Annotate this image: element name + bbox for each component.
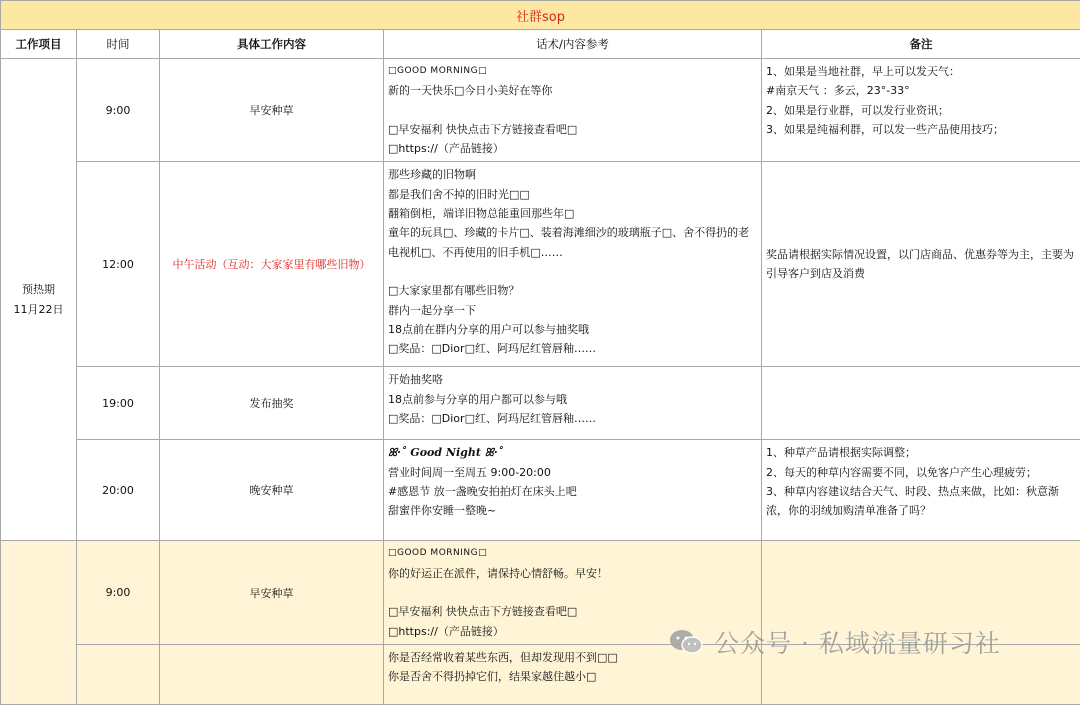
note-line: 奖品请根据实际情况设置，以门店商品、优惠券等为主，主要为引导客户到店及消费 <box>766 245 1076 284</box>
note-cell <box>762 367 1080 440</box>
phase-date: 11月22日 <box>1 300 76 319</box>
header-note: 备注 <box>762 30 1080 59</box>
script-line: □大家家里都有哪些旧物？ <box>388 281 757 300</box>
script-line: 营业时间周一至周五 9:00-20:00 <box>388 463 757 482</box>
table-row <box>1 440 1080 541</box>
note-cell <box>762 59 1080 162</box>
note-line: 1、种草产品请根据实际调整； <box>766 443 1076 462</box>
script-line: 都是我们舍不掉的旧时光□□ <box>388 185 757 204</box>
phase-name: 预热期 <box>1 280 76 299</box>
script-line: 新的一天快乐□今日小美好在等你 <box>388 81 757 100</box>
watermark <box>668 624 1001 660</box>
table-row <box>1 367 1080 440</box>
table-row <box>1 59 1080 162</box>
task-cell: 发布抽奖 <box>160 367 384 440</box>
time-cell: 9:00 <box>77 541 160 644</box>
script-line: 童年的玩具□、珍藏的卡片□、装着海滩细沙的玻璃瓶子□、舍不得扔的老 <box>388 223 757 242</box>
title-row <box>1 1 1080 30</box>
time-cell <box>77 644 160 704</box>
note-line: 3、如果是纯福利群，可以发一些产品使用技巧； <box>766 120 1076 139</box>
sheet-title: 社群sop <box>1 1 1080 30</box>
task-cell: 早安种草 <box>160 59 384 162</box>
note-line: 2、如果是行业群，可以发行业资讯； <box>766 101 1076 120</box>
script-cell <box>384 367 762 440</box>
good-night-script: ꕤ·˚ Good Night ꕤ·˚ <box>388 443 757 462</box>
task-cell: 早安种草 <box>160 541 384 644</box>
task-cell <box>160 644 384 704</box>
script-line: □GOOD MORNING□ <box>388 62 757 81</box>
script-line: □GOOD MORNING□ <box>388 544 757 563</box>
note-cell <box>762 162 1080 367</box>
time-cell: 20:00 <box>77 440 160 541</box>
script-line: 18点前参与分享的用户都可以参与哦 <box>388 390 757 409</box>
script-line: □奖品：□Dior□红、阿玛尼红管唇釉…… <box>388 339 757 358</box>
script-line: 18点前在群内分享的用户可以参与抽奖哦 <box>388 320 757 339</box>
note-line: 2、每天的种草内容需要不同，以免客户产生心理疲劳； <box>766 463 1076 482</box>
script-line: 甜蜜伴你安睡一整晚~ <box>388 501 757 520</box>
script-line: □奖品：□Dior□红、阿玛尼红管唇釉…… <box>388 409 757 428</box>
time-cell: 12:00 <box>77 162 160 367</box>
script-cell <box>384 162 762 367</box>
phase-label-empty <box>1 541 77 704</box>
script-line: 电视机□、不再使用的旧手机□…… <box>388 243 757 262</box>
script-line: 翻箱倒柜，端详旧物总能重回那些年□ <box>388 204 757 223</box>
time-cell: 19:00 <box>77 367 160 440</box>
script-line: 群内一起分享一下 <box>388 301 757 320</box>
script-line: 开始抽奖咯 <box>388 370 757 389</box>
task-cell-highlight: 中午活动（互动：大家家里有哪些旧物） <box>160 162 384 367</box>
header-script: 话术/内容参考 <box>384 30 762 59</box>
watermark-text: 公众号 · 私域流量研习社 <box>714 624 1001 660</box>
note-cell <box>762 440 1080 541</box>
note-line: 1、如果是当地社群，早上可以发天气： <box>766 62 1076 81</box>
script-cell <box>384 440 762 541</box>
script-line: □早安福利 快快点击下方链接查看吧□ <box>388 602 757 621</box>
task-cell: 晚安种草 <box>160 440 384 541</box>
script-line: 你是否经常收着某些东西，但却发现用不到□□ <box>388 648 757 667</box>
phase-label <box>1 59 77 541</box>
header-project: 工作项目 <box>1 30 77 59</box>
header-time: 时间 <box>77 30 160 59</box>
script-line: 那些珍藏的旧物啊 <box>388 165 757 184</box>
table-row <box>1 162 1080 367</box>
script-line: 你是否舍不得扔掉它们，结果家越住越小□ <box>388 667 757 686</box>
script-line: 你的好运正在派件，请保持心情舒畅。早安！ <box>388 564 757 583</box>
time-cell: 9:00 <box>77 59 160 162</box>
header-row <box>1 30 1080 59</box>
header-task: 具体工作内容 <box>160 30 384 59</box>
script-line: □https://（产品链接） <box>388 622 757 641</box>
script-line: □https://（产品链接） <box>388 139 757 158</box>
script-cell <box>384 59 762 162</box>
script-line: □早安福利 快快点击下方链接查看吧□ <box>388 120 757 139</box>
wechat-icon <box>668 628 704 656</box>
note-line: #南京天气 ：多云，23°-33° <box>766 81 1076 100</box>
note-line: 3、种草内容建议结合天气、时段、热点来做，比如：秋意渐浓，你的羽绒加购清单准备了吗？ <box>766 482 1076 521</box>
script-line: #感恩节 放一盏晚安拍拍灯在床头上吧 <box>388 482 757 501</box>
